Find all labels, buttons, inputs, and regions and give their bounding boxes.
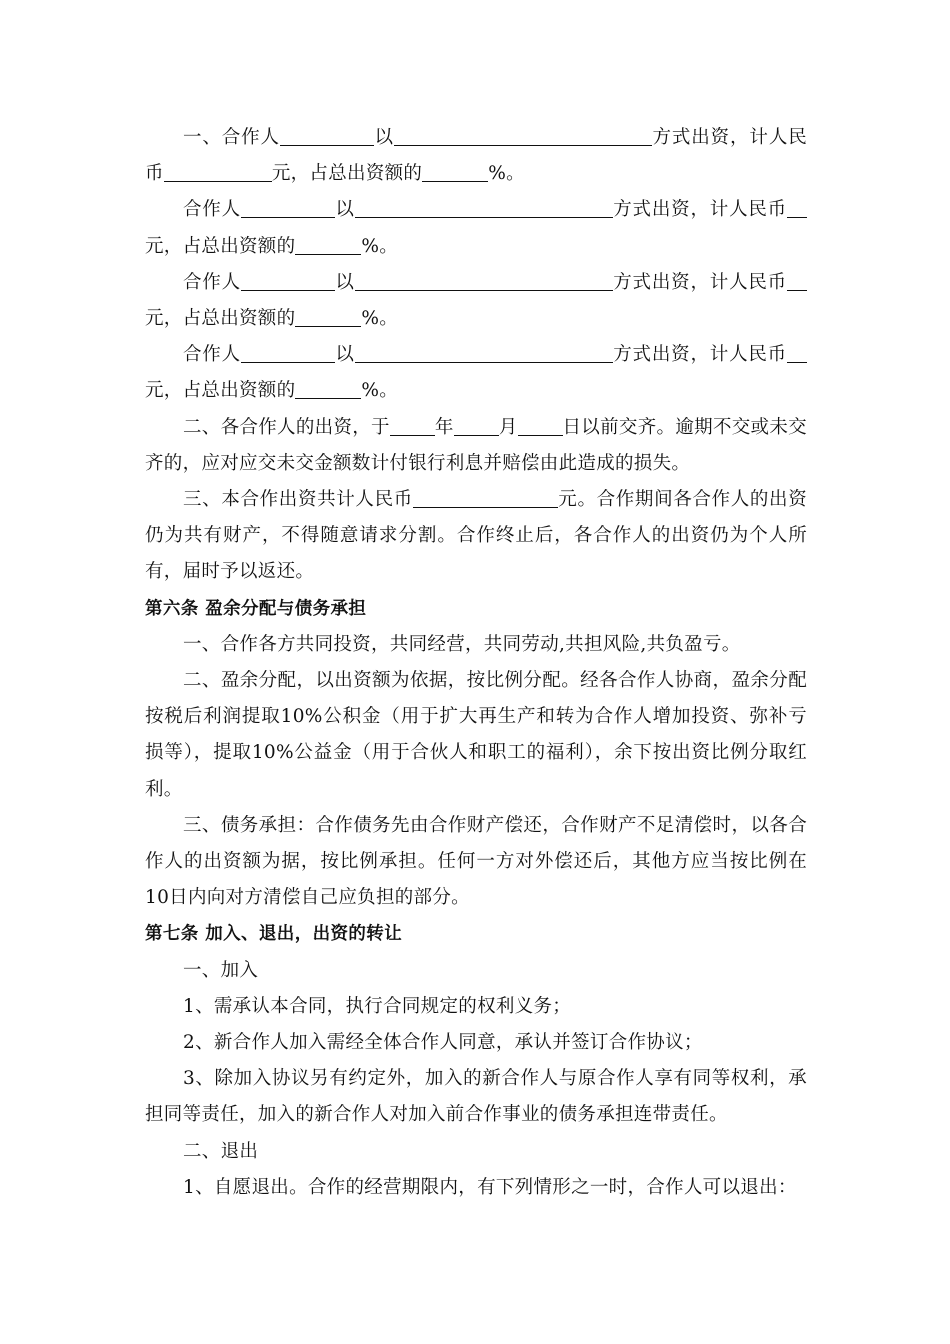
text: 方式出资，计人民币: [612, 271, 787, 293]
text: 元，占总出资额的: [145, 308, 296, 330]
text: 合作人: [183, 344, 241, 366]
text: 合作人: [183, 271, 241, 293]
percentage-blank: [295, 376, 361, 399]
day-blank: [518, 413, 563, 436]
investment-method-blank: [355, 195, 613, 218]
join-item-1: 1、需承认本合同，执行合同规定的权利义务；: [183, 995, 572, 1017]
text: 三、本合作出资共计人民币: [183, 489, 413, 511]
document-body: [145, 120, 807, 1206]
text: 元，占总出资额的: [271, 163, 423, 185]
percentage-blank: [295, 304, 361, 327]
text: 以: [373, 127, 394, 148]
partner-name-blank: [280, 123, 374, 146]
partner-name-blank: [241, 268, 335, 291]
text: 合作人: [183, 199, 241, 221]
text: 元。合作期间各合作人的出资仍为共有财产，不得随意请求分割。合作终止后，各合作人的出资仍为个人所有，届时予以返还。: [145, 489, 807, 583]
investment-method-blank: [355, 340, 613, 363]
text: 以: [334, 344, 355, 366]
text: 日以前交齐。逾期不交或未交齐的，应对应交未交金额数计付银行利息并赔偿由此造成的损失。: [145, 416, 807, 474]
article-6-clause-2: 二、盈余分配，以出资额为依据，按比例分配。经各合作人协商，盈余分配按税后利润提取10%公积金（用于扩大再生产和转为合作人增加投资、弥补亏损等），提取10%公益金（用于合伙人和职工的福利），余下按出资比例分取红利。: [145, 670, 807, 800]
amount-blank: [164, 159, 272, 182]
deadline-paragraph: [145, 410, 807, 482]
total-investment-paragraph: [145, 482, 807, 591]
exit-item-1: 1、自愿退出。合作的经营期限内，有下列情形之一时，合作人可以退出：: [183, 1176, 797, 1198]
text: 以: [334, 199, 355, 221]
total-amount-blank: [413, 485, 558, 508]
article-7-heading: 第七条 加入、退出，出资的转让: [145, 924, 403, 945]
text: %。: [361, 235, 399, 257]
investment-paragraph-2: [145, 192, 807, 264]
investment-paragraph-4: [145, 337, 807, 409]
amount-blank: [787, 195, 807, 218]
join-item-2: 2、新合作人加入需经全体合作人同意，承认并签订合作协议；: [183, 1032, 703, 1054]
text: 元，占总出资额的: [145, 235, 296, 257]
exit-section-title: 二、退出: [183, 1140, 259, 1162]
month-blank: [454, 413, 499, 436]
article-6-heading: 第六条 盈余分配与债务承担: [145, 598, 367, 619]
text: %。: [488, 163, 525, 185]
text: 一、合作人: [183, 127, 280, 148]
article-6-clause-3: 三、债务承担：合作债务先由合作财产偿还，合作财产不足清偿时，以各合作人的出资额为据，按比例承担。任何一方对外偿还后，其他方应当按比例在10日内向对方清偿自己应负担的部分。: [145, 814, 807, 909]
text: 二、各合作人的出资，于: [183, 416, 390, 438]
partner-name-blank: [241, 340, 335, 363]
text: 以: [334, 271, 355, 293]
partner-name-blank: [241, 195, 335, 218]
text: 年: [434, 416, 454, 438]
investment-method-blank: [355, 268, 613, 291]
text: %。: [361, 308, 399, 330]
join-section-title: 一、加入: [183, 959, 259, 981]
year-blank: [390, 413, 435, 436]
investment-paragraph-3: [145, 265, 807, 337]
percentage-blank: [295, 232, 361, 255]
amount-blank: [787, 340, 807, 363]
text: %。: [361, 380, 399, 402]
investment-paragraph-1: [145, 120, 807, 192]
text: 元，占总出资额的: [145, 380, 296, 402]
text: 方式出资，计人民币: [612, 199, 787, 221]
text: 方式出资，计人民币: [145, 127, 807, 185]
text: 方式出资，计人民币: [612, 344, 787, 366]
amount-blank: [787, 268, 807, 291]
join-item-3: 3、除加入协议另有约定外，加入的新合作人与原合作人享有同等权利，承担同等责任，加入的新合作人对加入前合作事业的债务承担连带责任。: [145, 1068, 807, 1126]
percentage-blank: [422, 159, 488, 182]
article-6-clause-1: 一、合作各方共同投资，共同经营，共同劳动,共担风险,共负盈亏。: [183, 633, 741, 655]
investment-method-blank: [394, 123, 652, 146]
text: 月: [498, 416, 518, 438]
